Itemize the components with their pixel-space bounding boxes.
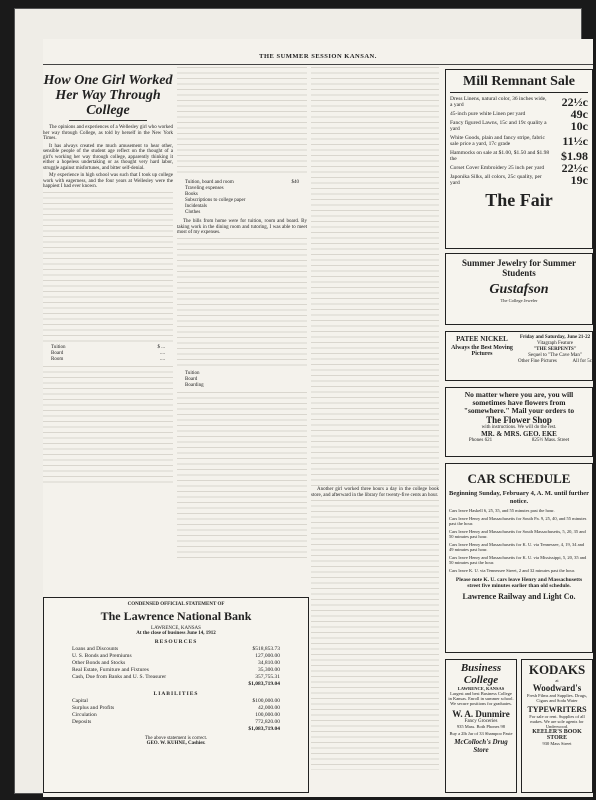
- list-item: Cars leave Haskell 6, 25, 35, and 55 minutes past the hour.: [449, 508, 555, 513]
- story-paragraph: Another girl worked three hours a day in the college book store, and afterward in the library for twenty-five cents an hour.: [311, 487, 439, 498]
- patee-name: PATEE NICKEL: [456, 335, 508, 343]
- flower-line: with instructions. We will do the rest.: [481, 425, 557, 430]
- text-fill: [43, 366, 173, 486]
- list-item: Cars leave Henry and Massachusetts for South Massachusetts, 5, 20, 35 and 50 minutes past hour.: [449, 528, 586, 539]
- list-item: Cars leave K. U. via Tennessee Street, 2 and 32 minutes past the hour.: [449, 567, 575, 573]
- college-desc: Largest and best Business College in Kansas. Enroll in summer school. We secure positions for graduates.: [448, 691, 514, 706]
- patee-film: "THE SERPENTS": [533, 347, 577, 352]
- patee-schedule: Friday and Saturday, June 21-22: [519, 335, 591, 340]
- table-row: Deposits 772,820.00: [72, 719, 280, 725]
- budget-table: [51, 345, 165, 363]
- bank-date: At the close of business June 14, 1912: [136, 631, 216, 636]
- resources-total: $1,083,719.04: [248, 681, 280, 687]
- flower-shop-ad: [445, 387, 593, 457]
- drugstore-name: McColloch's Drug Store: [454, 738, 508, 754]
- jewelry-sub: The College Jeweler: [500, 298, 538, 303]
- car-title: CAR SCHEDULE: [467, 471, 571, 486]
- list-item: Fancy figured Lawns, 15c and 19c quality a yard 10c: [450, 119, 588, 133]
- text-fill: [311, 500, 439, 770]
- bank-footer: The above statement is correct.: [144, 736, 208, 741]
- table-row: Tuition: [185, 370, 200, 376]
- table-row: Books: [185, 192, 198, 197]
- table-row: Tuition $ ...: [51, 344, 165, 350]
- typewriters-title: TYPEWRITERS: [527, 705, 587, 714]
- list-item: Cars leave Henry and Massachusetts for K. U. via Tennessee, 4, 19, 34 and 49 minutes past hour.: [449, 541, 585, 552]
- table-row: Room ....: [51, 356, 165, 362]
- business-college-ad: [445, 659, 517, 793]
- text-fill: [177, 238, 307, 368]
- college-name: Business College: [460, 662, 502, 686]
- liabilities-heading: LIABILITIES: [153, 691, 199, 697]
- table-row: Tuition, board and room $40: [185, 180, 299, 185]
- jewelry-headline: Summer Jewelry for Summer Students: [462, 258, 576, 278]
- story-paragraph: It has always created me much amusement to hear other, sensible people of the student age reflect on the thought of a girl's working her way through college, apparently thinking it either a hopeless undertaking or as thought very hard labor, struggle against misfortunes, and bitter self-denial.: [43, 143, 173, 171]
- table-row: Clothes: [185, 210, 201, 215]
- keeler-address: 930 Mass Street: [542, 741, 572, 746]
- table-row: U. S. Bonds and Premiums 127,000.00: [72, 653, 280, 659]
- table-row: Subscriptions to college paper: [185, 198, 246, 203]
- jewelry-ad: [445, 253, 593, 325]
- list-item: Hammocks on sale at $1.00, $1.50 and $1.98 the $1.98: [450, 149, 588, 163]
- jewelry-logo: Gustafson: [489, 282, 549, 297]
- patee-tagline: Always the Best Moving Pictures: [451, 345, 513, 357]
- resources-heading: RESOURCES: [154, 639, 198, 645]
- list-item: 45-inch pure white Linen per yard 49c: [450, 107, 588, 121]
- flower-headline: No matter where you are, you will sometimes have flowers from "somewhere." Mail your orders to: [463, 390, 575, 415]
- list-item: Japonika Silks, all colors, 25c quality, per yard 19c: [450, 173, 588, 187]
- car-sub: Beginning Sunday, February 4, A. M. until further notice.: [449, 490, 589, 505]
- table-row: Capital $100,000.00: [72, 698, 280, 704]
- list-item: White Goods, plain and fancy stripe, fabric sale price a yard, 17c grade 11½c: [450, 134, 588, 148]
- bank-statement-ad: [43, 597, 309, 793]
- list-item: Dress Linens, natural color, 36 inches wide, a yard 22½c: [450, 95, 588, 109]
- table-row: Surplus and Profits 42,000.00: [72, 705, 280, 711]
- article-column-2: [177, 67, 307, 597]
- druggist-name: W. A. Dunmire: [452, 709, 510, 719]
- head-rule: [43, 64, 593, 65]
- budget-table-3: [185, 371, 299, 389]
- druggist-address: 935 Mass. Both Phones 98: [456, 724, 506, 729]
- patee-nickel-ad: [445, 331, 593, 381]
- text-fill: [43, 192, 173, 342]
- kodak-title: KODAKS: [528, 662, 586, 677]
- bank-name: The Lawrence National Bank: [100, 609, 252, 623]
- patee-left: [449, 335, 515, 357]
- candy-line: Buy a 2lb Jar of 33 Shampoo Paste: [449, 731, 513, 736]
- list-item: Corset Cover Embroidery 25 inch per yard 22½c: [450, 161, 588, 175]
- table-row: Incidentals: [185, 204, 207, 209]
- patee-subtitle: Vitagraph Feature: [537, 341, 573, 346]
- list-item: Cars leave Henry and Massachusetts for South Pa. 9, 25, 40, and 55 minutes past the hour.: [449, 515, 587, 526]
- car-schedule-ad: [445, 463, 593, 653]
- newspaper-page: [43, 39, 593, 797]
- story-paragraph: My experience in high school was such that I took up college work with eagerness, and the four years at Wellesley were the happiest I had ever known.: [43, 173, 173, 189]
- table-row: Real Estate, Furniture and Fixtures 35,300.00: [72, 667, 280, 673]
- table-row: Cash, Due from Banks and U. S. Treasurer 357,755.31: [72, 674, 280, 680]
- car-company: Lawrence Railway and Light Co.: [462, 592, 576, 601]
- patee-right: [518, 335, 592, 365]
- list-item: Cars leave Henry and Massachusetts for K. U. via Mississippi, 5, 20, 35 and 50 minutes past the hour.: [449, 554, 587, 565]
- flower-contact: Phones 621 825½ Mass. Street: [468, 438, 570, 443]
- patee-sequel: Sequel to "The Cave Man": [528, 353, 582, 358]
- bank-signature: GEO. W. KUHNE, Cashier.: [146, 741, 206, 746]
- table-row: Loans and Discounts $518,853.73: [72, 646, 280, 652]
- table-row: Circulation 100,000.00: [72, 712, 280, 718]
- running-head: THE SUMMER SESSION KANSAN.: [259, 53, 377, 60]
- text-fill: [177, 392, 307, 562]
- story-paragraph: The opinions and experiences of a Wellesley girl who worked her way through College, as told by herself in the New York Times.: [43, 125, 173, 141]
- article-column-1: [43, 67, 173, 597]
- table-row: Traveling expenses: [185, 186, 224, 191]
- car-note: Please note K. U. cars leave Henry and Massachusetts street five minutes earlier than old schedule.: [455, 577, 583, 589]
- text-fill: [311, 67, 439, 487]
- kodak-store: Woodward's: [532, 683, 582, 693]
- table-row: Other Bonds and Stocks 34,810.00: [72, 660, 280, 666]
- patee-footer: Other Fine Pictures All for 5c: [518, 359, 592, 364]
- table-row: Board ....: [51, 350, 165, 356]
- keeler-name: KEELER'S BOOK STORE: [532, 729, 582, 741]
- story-title: How One Girl Worked Her Way Through College: [43, 73, 173, 118]
- mill-remnant-ad: [445, 69, 593, 249]
- typewriters-desc: For sale or rent. Supplies of all makes. We are sole agents for Underwood.: [529, 714, 585, 729]
- bank-place: LAWRENCE, KANSAS: [151, 626, 201, 631]
- kodak-at: at: [555, 678, 559, 683]
- newspaper-scan: [14, 8, 592, 794]
- liabilities-total: $1,083,719.04: [248, 726, 280, 732]
- table-row: Boarding: [185, 382, 204, 388]
- bank-statement-label: CONDENSED OFFICIAL STATEMENT OF: [127, 602, 225, 607]
- druggist-sub: Fancy Groceries: [464, 719, 498, 724]
- story-rule: [69, 120, 147, 121]
- text-fill: [177, 67, 307, 177]
- table-row: Board: [185, 376, 198, 382]
- college-city: LAWRENCE, KANSAS: [457, 686, 505, 691]
- kodak-desc: Fresh Films and Supplies. Drugs, Cigars and Soda Water: [526, 693, 587, 703]
- mill-title: Mill Remnant Sale: [450, 74, 588, 93]
- budget-table-2: [185, 180, 299, 216]
- store-name: The Fair: [485, 190, 553, 210]
- flower-shop-name: The Flower Shop: [486, 415, 552, 425]
- kodak-ad: [521, 659, 593, 793]
- story-paragraph: The bills from home were for tuition, room and board. By taking work in the dining room and tutoring, I was able to meet most of my expenses.: [177, 219, 307, 235]
- article-column-3: [311, 67, 439, 787]
- flower-owners: MR. & MRS. GEO. EKE: [481, 430, 557, 438]
